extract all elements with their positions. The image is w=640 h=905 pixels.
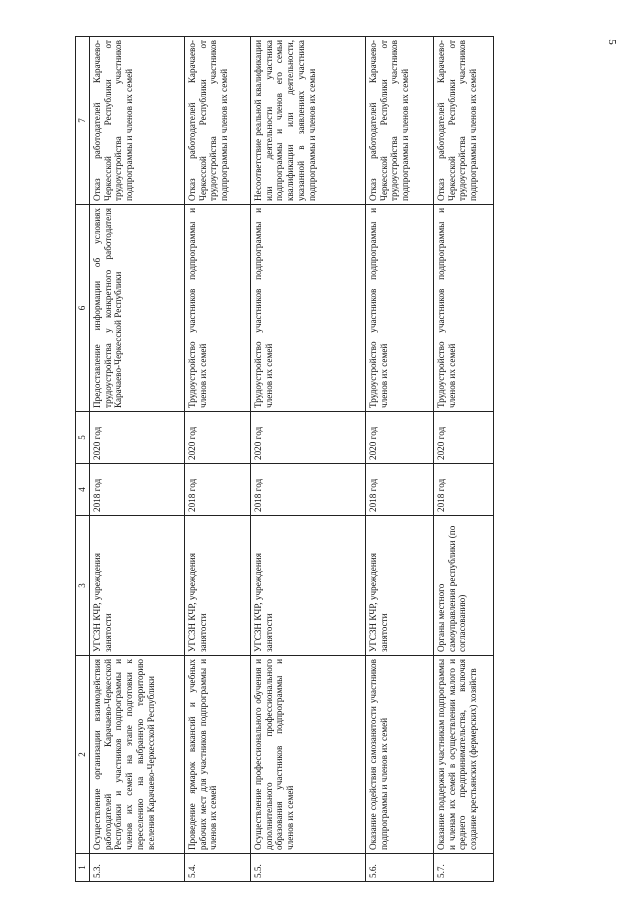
result-cell: Трудоустройство участников подпрограммы и членов их семей [365, 205, 433, 412]
measure-cell: Оказание содействия самозанятости участников подпрограммы и членов их семей [365, 656, 433, 854]
measure-cell: Оказание поддержки участникам подпрограммы и членам их семей в осуществлении малого и среднего предпринимательства, включая создание крестьянских (фермерских) хозяйств [433, 656, 493, 854]
result-cell: Предоставление информации об условиях трудоустройства у конкретного работодателя Карачаево-Черкесской Республики [89, 205, 184, 412]
table-row [89, 37, 184, 882]
column-number: 6 [76, 205, 90, 412]
row-number: 5.3. [89, 854, 184, 882]
risk-cell: Отказ работодателей Карачаево-Черкесской Республики от трудоустройства участников подпрограммы и членов их семей [433, 37, 493, 205]
row-number: 5.6. [365, 854, 433, 882]
start-year-cell: 2018 год [250, 464, 365, 516]
result-cell: Трудоустройство участников подпрограммы и членов их семей [250, 205, 365, 412]
column-number: 7 [76, 37, 90, 205]
page-number: 5 [605, 39, 618, 45]
column-number: 5 [76, 412, 90, 464]
start-year-cell: 2018 год [184, 464, 250, 516]
risk-cell: Отказ работодателей Карачаево-Черкесской Республики от трудоустройства участников подпрограммы и членов их семей [89, 37, 184, 205]
start-year-cell: 2018 год [365, 464, 433, 516]
end-year-cell: 2020 год [89, 412, 184, 464]
rotated-table-container [75, 37, 490, 882]
column-number: 3 [76, 516, 90, 656]
column-number: 4 [76, 464, 90, 516]
column-number: 1 [76, 854, 90, 882]
end-year-cell: 2020 год [433, 412, 493, 464]
risk-cell: Отказ работодателей Карачаево-Черкесской Республики от трудоустройства участников подпрограммы и членов их семей [184, 37, 250, 205]
result-cell: Трудоустройство участников подпрограммы и членов их семей [433, 205, 493, 412]
table-row [365, 37, 433, 882]
executor-cell: УГСЗН КЧР, учреждения занятости [250, 516, 365, 656]
executor-cell: Органы местного самоуправления республики (по согласованию) [433, 516, 493, 656]
end-year-cell: 2020 год [184, 412, 250, 464]
executor-cell: УГСЗН КЧР, учреждения занятости [365, 516, 433, 656]
column-number: 2 [76, 656, 90, 854]
row-number: 5.7. [433, 854, 493, 882]
risk-cell: Отказ работодателей Карачаево-Черкесской Республики от трудоустройства участников подпрограммы и членов их семей [365, 37, 433, 205]
start-year-cell: 2018 год [89, 464, 184, 516]
executor-cell: УГСЗН КЧР, учреждения занятости [184, 516, 250, 656]
table-row [250, 37, 365, 882]
table-row [184, 37, 250, 882]
measures-table [75, 36, 494, 882]
row-number: 5.5. [250, 854, 365, 882]
end-year-cell: 2020 год [365, 412, 433, 464]
measure-cell: Осуществление организации взаимодействия работодателей Карачаево-Черкесской Республики и участников подпрограммы и членов их семей на этапе подготовки к переселению на выбранную территорию вселения Карачаево-Черкесской Республики [89, 656, 184, 854]
table-row [433, 37, 493, 882]
start-year-cell: 2018 год [433, 464, 493, 516]
end-year-cell: 2020 год [250, 412, 365, 464]
measure-cell: Проведение ярмарок вакансий и учебных рабочих мест для участников подпрограммы и членов их семей [184, 656, 250, 854]
risk-cell: Несоответствие реальной квалификации или деятельности участника подпрограммы и членов его семьи квалификации или деятельности, указанной в заявлениях участника подпрограммы и членов их семьи [250, 37, 365, 205]
result-cell: Трудоустройство участников подпрограммы и членов их семей [184, 205, 250, 412]
row-number: 5.4. [184, 854, 250, 882]
column-numbers-row [76, 37, 90, 882]
measure-cell: Осуществление профессионального обучения и дополнительного профессионального образования участников подпрограммы и членов их семей [250, 656, 365, 854]
executor-cell: УГСЗН КЧР, учреждения занятости [89, 516, 184, 656]
